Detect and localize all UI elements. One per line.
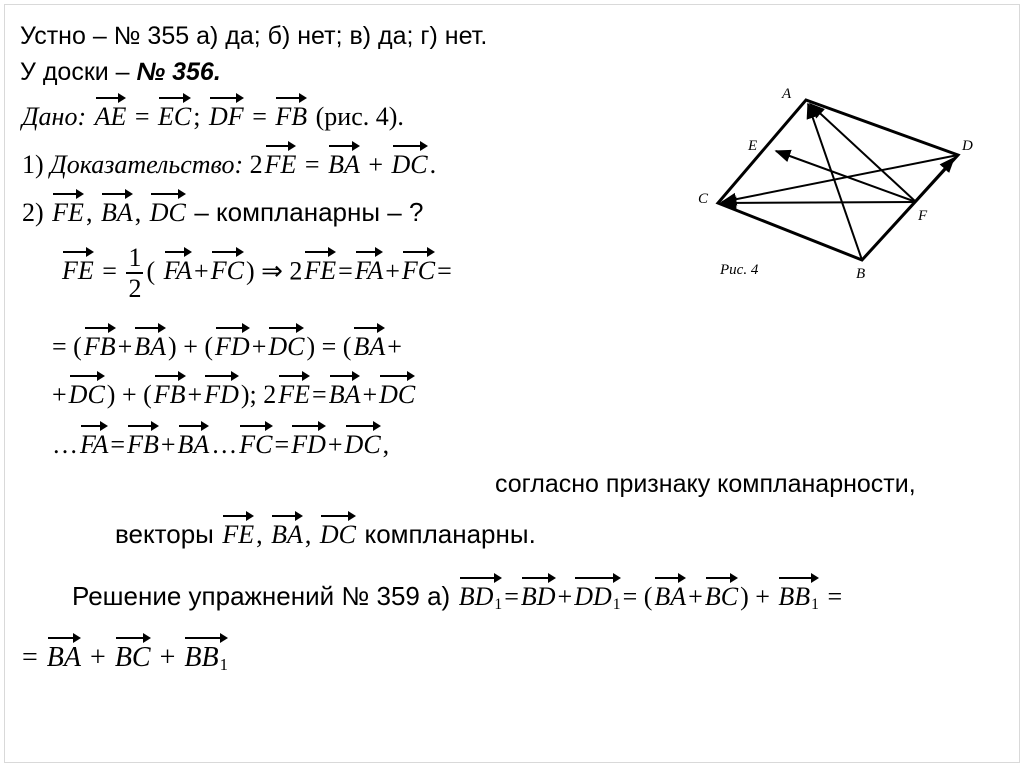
vectors-word: векторы [115,519,214,549]
vector-BD1-letters: BD [458,582,494,611]
vector-BD1 [459,572,502,612]
fraction-one-half [126,245,143,302]
vector-DC: DC [379,370,415,408]
vector-DC: DC [392,140,428,178]
oral-answers-text: Устно – № 355 а) да; б) нет; в) да; г) нет. [20,22,488,50]
board-task-prefix: У доски – [20,58,137,86]
vector-BB1-letters: BB [184,642,219,673]
vector-FE: FE [52,188,84,226]
solution-text: Решение упражнений № 359 а) [72,581,451,611]
vector-FB: FB [84,322,116,360]
vector-BD: BD [521,572,556,610]
vector-FE: FE [222,510,254,548]
vector-AE: AE [95,92,127,130]
fraction-denominator: 2 [128,274,142,303]
arrow-BD [862,158,954,260]
half-sum-formula: FE = $\frac{1}{2}$ ( FA+FC) ⇒ 2FE=FA+FC= [62,243,452,303]
vector-BB1 [184,632,228,674]
arrow-FC [722,202,916,203]
vector-DF: DF [209,92,244,130]
vector-FB: FB [154,370,186,408]
vector-BA: BA [134,322,166,360]
solution-line: Решение упражнений № 359 а) $BD_1=BD+DD_1= (BA+BC) + BB_1$ = [72,572,842,612]
label-A: A [782,86,792,102]
given-line: Дано: AE = EC; DF = FB (рис. 4). [22,92,404,130]
vector-DD1 [574,572,620,612]
vector-FE: FE [265,140,297,178]
expansion-line-3: …FA=FB+BA…FC=FD+DC, [52,420,389,458]
vector-FC: FC [402,246,435,284]
figure-caption: Рис. 4 [720,262,759,278]
subscript-1: 1 [612,595,621,613]
vector-BA: BA [47,632,81,672]
fraction-numerator: 1 [128,243,142,272]
item1-label: 1) [22,150,44,179]
proof-line: 1) Доказательство: 2FE = BA + DC. [22,140,436,178]
vector-DC: DC [268,322,304,360]
vector-BA: BA [353,322,385,360]
vector-EC: EC [158,92,191,130]
vector-FC: FC [211,246,244,284]
coef-two: 2 [263,380,277,409]
vector-BA: BA [329,370,361,408]
coplanarity-sign-text: согласно признаку компланарности, [495,470,916,498]
parallelogram-figure [690,78,990,288]
vector-FB: FB [275,92,307,130]
arrow-FE [776,151,916,202]
vector-FA: FA [80,420,108,458]
coplanarity-sign-line [495,472,916,497]
vector-BA: BA [178,420,210,458]
proof-label: Доказательство: [50,150,244,179]
label-B: B [856,266,866,282]
vector-DD1-letters: DD [574,582,612,611]
coplanar-question-text: – компланарны – ? [194,197,424,227]
vector-FA: FA [355,246,383,284]
vector-BA: BA [101,188,133,226]
subscript-1: 1 [494,595,503,613]
item2-label: 2) [22,198,44,227]
label-D: D [962,138,973,154]
given-separator: ; [193,102,201,131]
subscript-1: 1 [811,595,819,613]
label-F: F [918,208,928,224]
vector-BA: BA [654,572,686,610]
vector-FC: FC [239,420,272,458]
vector-FB: FB [127,420,159,458]
vector-DC: DC [69,370,105,408]
vector-BB1 [778,572,819,612]
vector-FD: FD [215,322,250,360]
board-task-line [20,60,221,85]
vector-DC: DC [150,188,186,226]
coplanar-word: компланарны. [364,519,536,549]
vector-BA: BA [328,140,360,178]
vector-FE: FE [278,370,310,408]
oral-answers-line [20,24,487,49]
coef-two: 2 [289,256,303,286]
coef-two: 2 [249,150,263,179]
board-task-number: № 356. [136,58,221,86]
final-result-line: = BA + BC + $BB_1$ [22,632,230,674]
vector-FD: FD [204,370,239,408]
label-E: E [748,138,758,154]
given-label: Дано: [22,102,87,131]
vectors-coplanar-line: векторы FE, BA, DC компланарны. [115,510,536,548]
vector-FD: FD [291,420,326,458]
label-C: C [698,191,709,207]
parallelogram-outline [718,100,958,260]
vector-FA: FA [164,246,192,284]
figure-reference: (рис. 4). [315,102,404,131]
vector-BC: BC [705,572,738,610]
expansion-line-1: = (FB+BA) + (FD+DC) = (BA+ [52,322,402,360]
vector-FE: FE [304,246,336,284]
vector-BB1-letters: BB [778,582,811,611]
vector-DC: DC [320,510,356,548]
vector-DC: DC [345,420,381,458]
subscript-1: 1 [219,655,228,675]
expansion-line-2: +DC) + (FB+FD); 2FE=BA+DC [52,370,417,408]
coplanar-question-line: 2) FE, BA, DC – компланарны – ? [22,188,423,226]
vector-FE: FE [62,246,94,284]
vector-BC: BC [115,632,151,672]
vector-BA: BA [271,510,303,548]
